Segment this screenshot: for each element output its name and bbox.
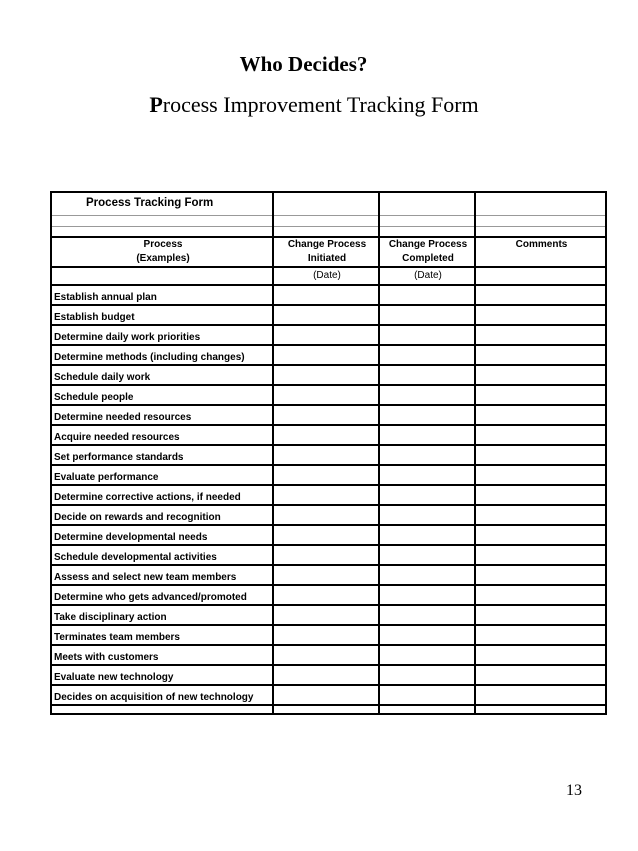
- process-cell: Establish annual plan: [52, 285, 273, 305]
- completed-date-cell[interactable]: [379, 425, 475, 445]
- process-cell: Evaluate performance: [52, 465, 273, 485]
- initiated-date-cell[interactable]: [273, 545, 379, 565]
- initiated-date-cell[interactable]: [273, 565, 379, 585]
- table-row: [52, 525, 605, 545]
- subtitle-initial: P: [149, 92, 163, 117]
- table-row: [52, 325, 605, 345]
- process-cell: Decides on acquisition of new technology: [52, 685, 273, 705]
- process-cell: Schedule daily work: [52, 365, 273, 385]
- header-comments: Comments: [515, 239, 568, 250]
- header-initiated-date: (Date): [273, 267, 379, 285]
- initiated-date-cell[interactable]: [273, 325, 379, 345]
- completed-date-cell[interactable]: [379, 385, 475, 405]
- initiated-date-cell[interactable]: [273, 665, 379, 685]
- comments-cell[interactable]: [475, 505, 605, 525]
- completed-date-cell[interactable]: [379, 545, 475, 565]
- completed-date-cell[interactable]: [379, 685, 475, 705]
- tracking-form-table: [50, 191, 607, 715]
- process-cell: Evaluate new technology: [52, 665, 273, 685]
- initiated-date-cell[interactable]: [273, 385, 379, 405]
- comments-cell[interactable]: [475, 325, 605, 345]
- process-cell: Acquire needed resources: [52, 425, 273, 445]
- initiated-date-cell[interactable]: [273, 645, 379, 665]
- page-title: Who Decides?: [239, 52, 368, 76]
- process-cell: Determine who gets advanced/promoted: [52, 585, 273, 605]
- comments-cell[interactable]: [475, 465, 605, 485]
- comments-cell[interactable]: [475, 345, 605, 365]
- comments-cell[interactable]: [475, 285, 605, 305]
- completed-date-cell[interactable]: [379, 625, 475, 645]
- completed-date-cell[interactable]: [379, 565, 475, 585]
- process-cell: Terminates team members: [52, 625, 273, 645]
- initiated-date-cell[interactable]: [273, 605, 379, 625]
- header-completed-date: (Date): [379, 267, 475, 285]
- initiated-date-cell[interactable]: [273, 345, 379, 365]
- comments-cell[interactable]: [475, 425, 605, 445]
- completed-date-cell[interactable]: [379, 605, 475, 625]
- initiated-date-cell[interactable]: [273, 285, 379, 305]
- table-row: [52, 645, 605, 665]
- comments-cell[interactable]: [475, 365, 605, 385]
- comments-cell[interactable]: [475, 645, 605, 665]
- header-completed: Change Process: [379, 237, 475, 252]
- comments-cell[interactable]: [475, 305, 605, 325]
- completed-date-cell[interactable]: [379, 665, 475, 685]
- completed-date-cell[interactable]: [379, 365, 475, 385]
- table-row: [52, 445, 605, 465]
- process-cell: Schedule developmental activities: [52, 545, 273, 565]
- table-row: [52, 465, 605, 485]
- table-row: [52, 425, 605, 445]
- initiated-date-cell[interactable]: [273, 585, 379, 605]
- completed-date-cell[interactable]: [379, 525, 475, 545]
- completed-date-cell[interactable]: [379, 305, 475, 325]
- header-initiated-sub: Initiated: [273, 252, 379, 267]
- table-row: [52, 605, 605, 625]
- initiated-date-cell[interactable]: [273, 465, 379, 485]
- initiated-date-cell[interactable]: [273, 525, 379, 545]
- comments-cell[interactable]: [475, 685, 605, 705]
- process-cell: Decide on rewards and recognition: [52, 505, 273, 525]
- comments-cell[interactable]: [475, 385, 605, 405]
- process-cell: Determine needed resources: [52, 405, 273, 425]
- initiated-date-cell[interactable]: [273, 505, 379, 525]
- completed-date-cell[interactable]: [379, 485, 475, 505]
- table-row: [52, 625, 605, 645]
- initiated-date-cell[interactable]: [273, 625, 379, 645]
- comments-cell[interactable]: [475, 665, 605, 685]
- page-subtitle: [0, 92, 628, 118]
- process-cell: Meets with customers: [52, 645, 273, 665]
- comments-cell[interactable]: [475, 545, 605, 565]
- page-number: 13: [566, 782, 582, 799]
- table-row: [52, 305, 605, 325]
- completed-date-cell[interactable]: [379, 465, 475, 485]
- table-row: [52, 505, 605, 525]
- table-row: [52, 345, 605, 365]
- process-cell: Schedule people: [52, 385, 273, 405]
- comments-cell[interactable]: [475, 625, 605, 645]
- completed-date-cell[interactable]: [379, 445, 475, 465]
- header-process-sub: (Examples): [52, 252, 273, 267]
- process-cell: Determine daily work priorities: [52, 325, 273, 345]
- table-row: [52, 565, 605, 585]
- subtitle-rest: rocess Improvement Tracking Form: [162, 92, 479, 117]
- comments-cell[interactable]: [475, 605, 605, 625]
- table-end-row: [52, 705, 605, 713]
- initiated-date-cell[interactable]: [273, 485, 379, 505]
- completed-date-cell[interactable]: [379, 585, 475, 605]
- completed-date-cell[interactable]: [379, 325, 475, 345]
- process-cell: Set performance standards: [52, 445, 273, 465]
- table-row: [52, 545, 605, 565]
- initiated-date-cell[interactable]: [273, 305, 379, 325]
- table-row: [52, 285, 605, 305]
- header-completed-sub: Completed: [379, 252, 475, 267]
- table-row: [52, 585, 605, 605]
- comments-cell[interactable]: [475, 585, 605, 605]
- process-cell: Assess and select new team members: [52, 565, 273, 585]
- process-cell: Determine methods (including changes): [52, 345, 273, 365]
- initiated-date-cell[interactable]: [273, 685, 379, 705]
- completed-date-cell[interactable]: [379, 505, 475, 525]
- comments-cell[interactable]: [475, 565, 605, 585]
- table-row: [52, 685, 605, 705]
- process-cell: Establish budget: [52, 305, 273, 325]
- comments-cell[interactable]: [475, 445, 605, 465]
- completed-date-cell[interactable]: [379, 405, 475, 425]
- table-row: [52, 365, 605, 385]
- comments-cell[interactable]: [475, 405, 605, 425]
- completed-date-cell[interactable]: [379, 345, 475, 365]
- form-title: Process Tracking Form: [52, 193, 273, 216]
- completed-date-cell[interactable]: [379, 285, 475, 305]
- initiated-date-cell[interactable]: [273, 445, 379, 465]
- initiated-date-cell[interactable]: [273, 405, 379, 425]
- process-cell: Take disciplinary action: [52, 605, 273, 625]
- initiated-date-cell[interactable]: [273, 365, 379, 385]
- completed-date-cell[interactable]: [379, 645, 475, 665]
- header-initiated: Change Process: [273, 237, 379, 252]
- table-row: [52, 405, 605, 425]
- comments-cell[interactable]: [475, 485, 605, 505]
- comments-cell[interactable]: [475, 525, 605, 545]
- table-row: [52, 385, 605, 405]
- process-cell: Determine corrective actions, if needed: [52, 485, 273, 505]
- initiated-date-cell[interactable]: [273, 425, 379, 445]
- table-row: [52, 665, 605, 685]
- process-cell: Determine developmental needs: [52, 525, 273, 545]
- header-process: Process: [52, 237, 273, 252]
- table-row: [52, 485, 605, 505]
